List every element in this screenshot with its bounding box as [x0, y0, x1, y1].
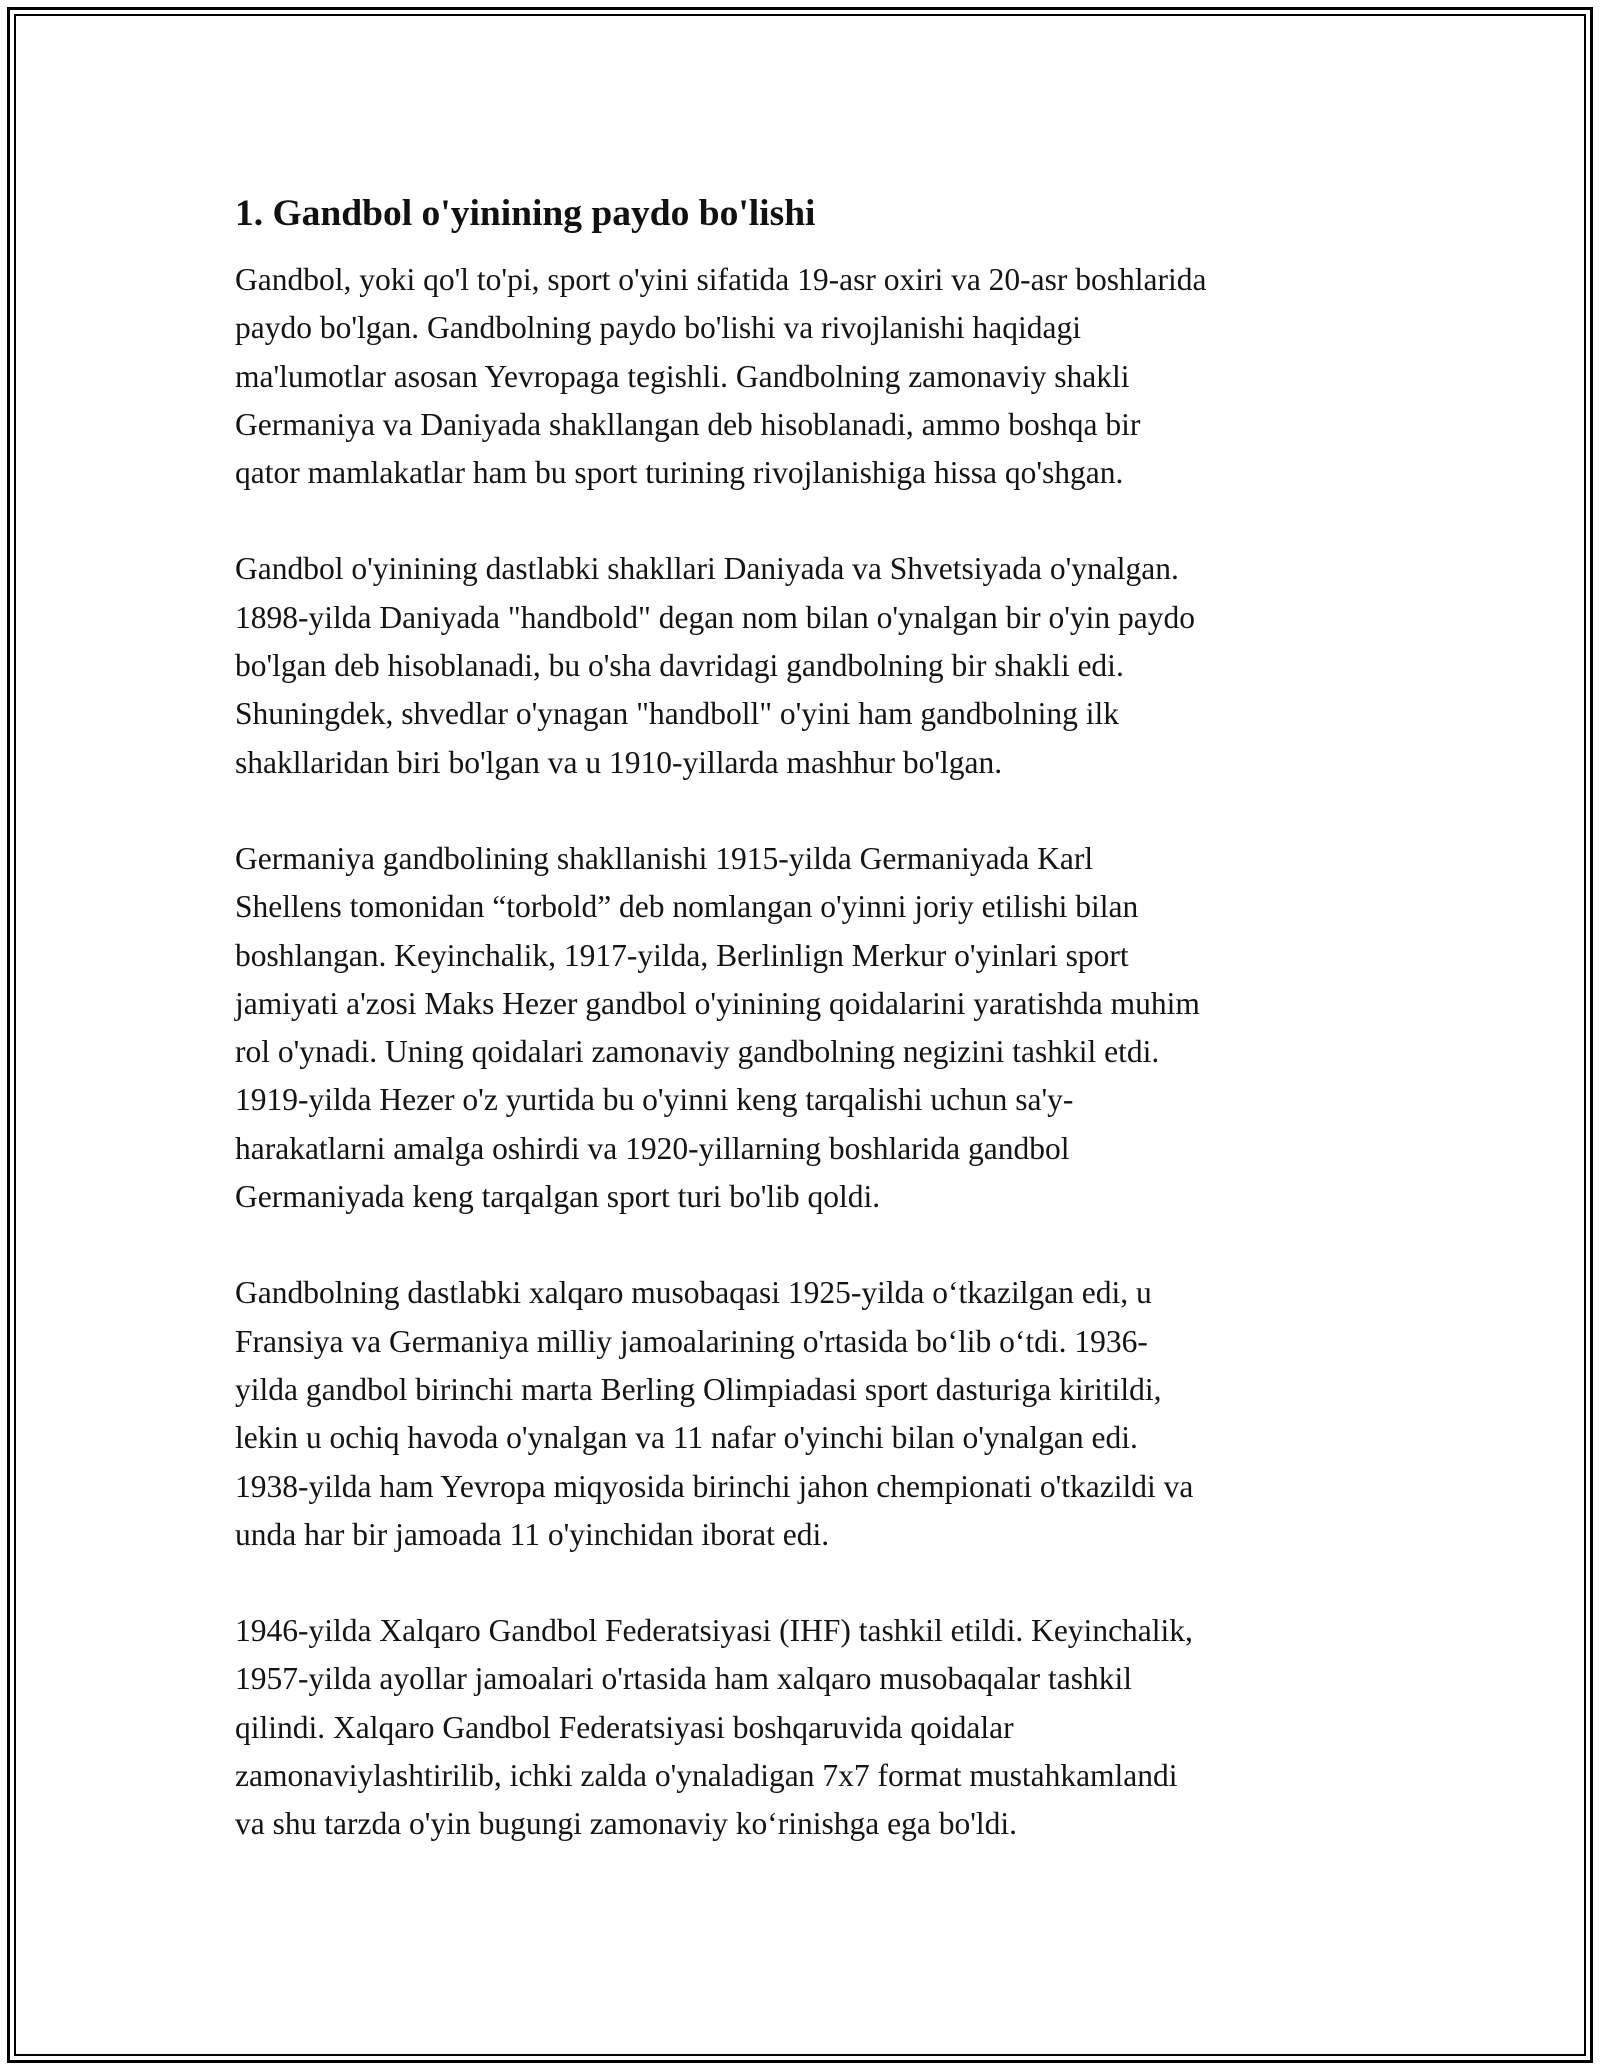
paragraph-early-forms: Gandbol o'yinining dastlabki shakllari Daniyada va Shvetsiyada o'ynalgan. 1898-yilda Daniyada "handbold" degan nom bilan o'ynalgan bir o'yin paydo bo'lgan deb hisoblanadi, bu o'sha davridagi gandbolning bir shakli edi. Shuningdek, shvedlar o'ynagan "handboll" o'yini ham gandbolning ilk shakllaridan biri bo'lgan va u 1910-yillarda mashhur bo'lgan.: [235, 551, 1195, 780]
paragraph-origin: Gandbol, yoki qo'l to'pi, sport o'yini sifatida 19-asr oxiri va 20-asr boshlarida paydo bo'lgan. Gandbolning paydo bo'lishi va rivojlanishi haqidagi ma'lumotlar asosan Yevropaga tegishli. Gandbolning zamonaviy shakli Germaniya va Daniyada shakllangan deb hisoblanadi, ammo boshqa bir qator mamlakatlar ham bu sport turining rivojlanishiga hissa qo'shgan.: [235, 262, 1207, 491]
paragraph-international: Gandbolning dastlabki xalqaro musobaqasi 1925-yilda o‘tkazilgan edi, u Fransiya va Germaniya milliy jamoalarining o'rtasida bo‘lib o‘tdi. 1936- yilda gandbol birinchi marta Berling Olimpiadasi sport dasturiga kiritildi, lekin u ochiq havoda o'ynalgan va 11 nafar o'yinchi bilan o'ynalgan edi. 1938-yilda ham Yevropa miqyosida birinchi jahon chempionati o'tkazildi va unda har bir jamoada 11 o'yinchidan iborat edi.: [235, 1275, 1194, 1552]
section-heading: 1. Gandbol o'yinining paydo bo'lishi: [235, 193, 816, 234]
paragraph-ihf: 1946-yilda Xalqaro Gandbol Federatsiyasi (IHF) tashkil etildi. Keyinchalik, 1957-yilda ayollar jamoalari o'rtasida ham xalqaro musobaqalar tashkil qilindi. Xalqaro Gandbol Federatsiyasi boshqaruvida qoidalar zamonaviylashtirilib, ichki zalda o'ynaladigan 7x7 format mustahkamlandi va shu tarzda o'yin bugungi zamonaviy ko‘rinishga ega bo'ldi.: [235, 1613, 1193, 1842]
paragraph-germany: Germaniya gandbolining shakllanishi 1915-yilda Germaniyada Karl Shellens tomonidan “torbold” deb nomlangan o'yinni joriy etilishi bilan boshlangan. Keyinchalik, 1917-yilda, Berlinlign Merkur o'yinlari sport jamiyati a'zosi Maks Hezer gandbol o'yinining qoidalarini yaratishda muhim rol o'ynadi. Uning qoidalari zamonaviy gandbolning negizini tashkil etdi. 1919-yilda Hezer o'z yurtida bu o'yinni keng tarqalishi uchun sa'y- harakatlarni amalga oshirdi va 1920-yillarning boshlarida gandbol Germaniyada keng tarqalgan sport turi bo'lib qoldi.: [235, 840, 1200, 1215]
document-body: [235, 186, 1385, 1897]
